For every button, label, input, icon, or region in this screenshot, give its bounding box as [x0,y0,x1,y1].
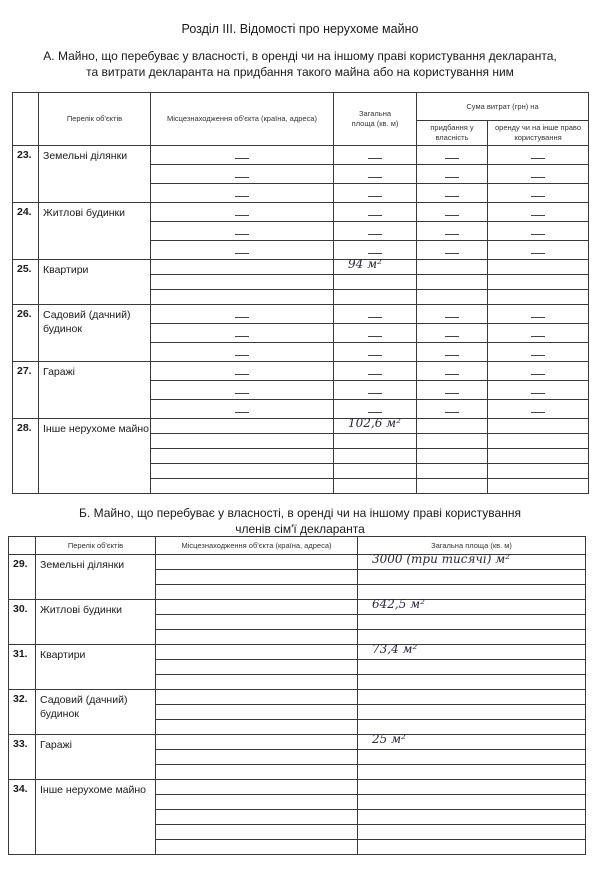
location-cell [156,585,358,600]
area-cell [334,449,417,464]
area-cell [334,203,417,222]
table-row [9,690,586,705]
dash-mark [235,196,249,197]
purchase-cell [417,343,488,362]
area-cell [334,464,417,479]
header-area: Загальна площа (кв. м) [334,93,417,146]
purchase-cell [417,400,488,419]
part-b-title-line2: членів сім'ї декларанта [235,522,365,536]
area-cell [334,343,417,362]
header-purchase: придбання у власність [417,121,488,146]
header-location: Місцезнаходження об'єкта (країна, адреса) [151,93,334,146]
object-type: Житлові будинки [36,600,156,645]
table-row [13,146,589,165]
handwritten-area: 25 м² [372,732,406,746]
location-cell [156,795,358,810]
dash-mark [531,355,545,356]
location-cell [156,750,358,765]
area-cell [358,810,586,825]
object-type: Садовий (дачний) будинок [39,305,151,362]
location-cell [156,690,358,705]
location-cell [151,260,334,275]
location-cell [156,810,358,825]
location-cell [156,780,358,795]
location-cell [156,675,358,690]
location-cell [156,645,358,660]
area-cell [334,257,417,275]
table-row [13,362,589,381]
dash-mark [531,317,545,318]
rent-cell [488,241,589,260]
dash-mark [235,253,249,254]
row-number: 31. [9,645,36,690]
header-objects: Перелік об'єктів [39,93,151,146]
object-type: Квартири [36,645,156,690]
location-cell [156,630,358,645]
header-objects: Перелік об'єктів [36,537,156,555]
table-row [9,555,586,570]
location-cell [151,222,334,241]
area-cell [334,305,417,324]
dash-mark [531,393,545,394]
area-cell [358,765,586,780]
dash-mark [368,412,382,413]
rent-cell [488,419,589,434]
dash-mark [235,234,249,235]
location-cell [156,735,358,750]
rent-cell [488,343,589,362]
dash-mark [445,317,459,318]
dash-mark [445,196,459,197]
rent-cell [488,275,589,290]
part-a-title [0,48,600,80]
location-cell [156,840,358,855]
table-row [13,203,589,222]
object-type: Земельні ділянки [39,146,151,203]
object-type: Квартири [39,260,151,305]
dash-mark [368,317,382,318]
dash-mark [368,336,382,337]
dash-mark [531,215,545,216]
dash-mark [368,177,382,178]
dash-mark [445,355,459,356]
handwritten-area: 642,5 м² [372,597,425,611]
purchase-cell [417,464,488,479]
row-number: 28. [13,419,39,494]
object-type: Інше нерухоме майно [36,780,156,855]
purchase-cell [417,222,488,241]
purchase-cell [417,165,488,184]
rent-cell [488,203,589,222]
purchase-cell [417,434,488,449]
purchase-cell [417,305,488,324]
location-cell [151,419,334,434]
area-cell [358,750,586,765]
location-cell [156,720,358,735]
area-cell [358,597,586,615]
location-cell [151,449,334,464]
location-cell [156,705,358,720]
area-cell [334,165,417,184]
dash-mark [235,317,249,318]
area-cell [358,825,586,840]
part-b-table [8,536,586,855]
row-number: 24. [13,203,39,260]
location-cell [151,275,334,290]
area-cell [358,642,586,660]
dash-mark [531,196,545,197]
part-a-title-line2: та витрати декларанта на придбання такого майна або на користування ним [86,65,514,79]
purchase-cell [417,362,488,381]
rent-cell [488,449,589,464]
rent-cell [488,305,589,324]
dash-mark [368,393,382,394]
location-cell [156,600,358,615]
header-rent: оренду чи на інше право користування [488,121,589,146]
row-number: 23. [13,146,39,203]
area-cell [334,275,417,290]
part-b-title [0,505,600,537]
header-num [9,537,36,555]
row-number: 32. [9,690,36,735]
rent-cell [488,184,589,203]
dash-mark [445,412,459,413]
row-number: 29. [9,555,36,600]
rent-cell [488,165,589,184]
table-row [9,645,586,660]
dash-mark [235,412,249,413]
dash-mark [445,336,459,337]
table-row [9,780,586,795]
header-location: Місцезнаходження об'єкта (країна, адреса) [156,537,358,555]
rent-cell [488,324,589,343]
dash-mark [531,158,545,159]
row-number: 30. [9,600,36,645]
area-cell [334,362,417,381]
location-cell [151,241,334,260]
purchase-cell [417,241,488,260]
table-row [13,419,589,434]
location-cell [151,464,334,479]
rent-cell [488,400,589,419]
area-cell [358,690,586,705]
dash-mark [368,196,382,197]
dash-mark [368,355,382,356]
location-cell [151,290,334,305]
location-cell [151,381,334,400]
rent-cell [488,479,589,494]
dash-mark [531,177,545,178]
purchase-cell [417,203,488,222]
dash-mark [531,374,545,375]
table-row [9,735,586,750]
dash-mark [235,355,249,356]
dash-mark [368,374,382,375]
purchase-cell [417,290,488,305]
dash-mark [235,393,249,394]
handwritten-area: 73,4 м² [372,642,418,656]
purchase-cell [417,275,488,290]
location-cell [151,434,334,449]
table-row [9,600,586,615]
rent-cell [488,464,589,479]
section-title: Розділ III. Відомості про нерухоме майно [181,22,419,36]
object-type: Земельні ділянки [36,555,156,600]
purchase-cell [417,449,488,464]
area-cell [358,780,586,795]
rent-cell [488,290,589,305]
object-type: Гаражі [36,735,156,780]
dash-mark [445,177,459,178]
area-cell [358,675,586,690]
rent-cell [488,146,589,165]
rent-cell [488,381,589,400]
dash-mark [368,253,382,254]
location-cell [151,479,334,494]
area-cell [358,705,586,720]
dash-mark [531,412,545,413]
object-type: Інше нерухоме майно [39,419,151,494]
purchase-cell [417,479,488,494]
handwritten-area: 102,6 м² [348,416,401,430]
row-number: 33. [9,735,36,780]
dash-mark [368,158,382,159]
rent-cell [488,260,589,275]
area-cell [334,222,417,241]
object-type: Садовий (дачний) будинок [36,690,156,735]
area-cell [358,552,586,570]
row-number: 34. [9,780,36,855]
dash-mark [445,215,459,216]
area-cell [358,660,586,675]
area-cell [334,290,417,305]
dash-mark [235,215,249,216]
object-type: Житлові будинки [39,203,151,260]
dash-mark [531,234,545,235]
dash-mark [531,336,545,337]
object-type: Гаражі [39,362,151,419]
location-cell [151,362,334,381]
location-cell [151,305,334,324]
rent-cell [488,434,589,449]
purchase-cell [417,260,488,275]
area-cell [334,479,417,494]
row-number: 27. [13,362,39,419]
area-cell [358,615,586,630]
area-cell [334,416,417,434]
area-cell [358,840,586,855]
dash-mark [445,393,459,394]
row-number: 26. [13,305,39,362]
dash-mark [368,234,382,235]
rent-cell [488,362,589,381]
dash-mark [368,215,382,216]
purchase-cell [417,419,488,434]
area-cell [334,184,417,203]
area-cell [358,795,586,810]
area-cell [334,146,417,165]
dash-mark [531,253,545,254]
dash-mark [445,253,459,254]
dash-mark [235,158,249,159]
row-number: 25. [13,260,39,305]
area-cell [334,324,417,343]
dash-mark [235,374,249,375]
table-row [13,260,589,275]
part-a-table [12,92,589,494]
dash-mark [235,177,249,178]
location-cell [151,400,334,419]
dash-mark [445,158,459,159]
area-cell [358,570,586,585]
location-cell [151,203,334,222]
dash-mark [445,374,459,375]
location-cell [151,184,334,203]
area-cell [334,434,417,449]
header-num [13,93,39,146]
purchase-cell [417,184,488,203]
header-area: Загальна площа (кв. м) [358,537,586,555]
part-b-title-line1: Б. Майно, що перебуває у власності, в оренді чи на іншому праві користування [79,506,521,520]
part-a-title-line1: А. Майно, що перебуває у власності, в оренді чи на іншому праві користування декларанта, [43,49,557,63]
dash-mark [445,234,459,235]
purchase-cell [417,381,488,400]
rent-cell [488,222,589,241]
dash-mark [235,336,249,337]
location-cell [156,765,358,780]
header-expenses: Сума витрат (грн) на [417,93,589,121]
location-cell [151,165,334,184]
location-cell [151,146,334,165]
location-cell [156,825,358,840]
handwritten-area: 94 м² [348,257,382,271]
location-cell [156,570,358,585]
table-row [13,305,589,324]
purchase-cell [417,324,488,343]
location-cell [151,324,334,343]
location-cell [151,343,334,362]
area-cell [334,381,417,400]
location-cell [156,660,358,675]
handwritten-area: 3000 (три тисячі) м² [372,552,510,566]
purchase-cell [417,146,488,165]
location-cell [156,555,358,570]
location-cell [156,615,358,630]
area-cell [358,732,586,750]
